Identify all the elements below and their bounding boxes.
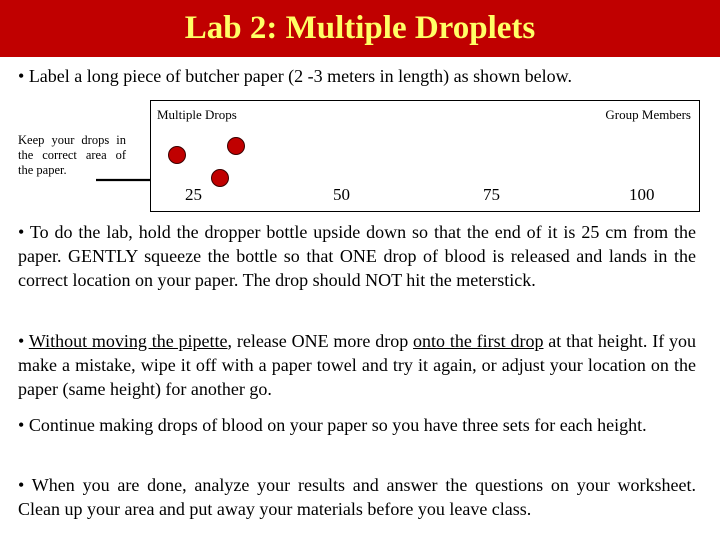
instruction-5	[18, 473, 696, 521]
instruction-1	[18, 66, 572, 87]
instruction-3-emphasis-2: onto the first drop	[413, 331, 544, 351]
instruction-2	[18, 220, 696, 292]
instruction-4-text: Continue making drops of blood on your paper so you have three sets for each height.	[28, 415, 647, 435]
mark-50: 50	[333, 185, 350, 204]
instruction-3-text-1: , release ONE more drop	[227, 331, 414, 351]
bullet-marker: •	[18, 331, 25, 351]
bullet-marker: •	[18, 222, 25, 242]
instruction-3-emphasis-1: Without moving the pipette	[28, 331, 228, 351]
group-members-label: Group Members	[605, 107, 691, 122]
instruction-2-text: To do the lab, hold the dropper bottle upside down so that the end of it is 25 cm from the paper. GENTLY squeeze the bottle so that ONE drop of blood is released and lands in the correct location on your paper. The drop should NOT hit the meterstick.	[18, 222, 696, 290]
instruction-1-text: Label a long piece of butcher paper (2 -3 meters in length) as shown below.	[28, 66, 572, 86]
blood-drop-1	[168, 146, 186, 164]
mark-100: 100	[629, 185, 655, 204]
page-title: Lab 2: Multiple Droplets	[184, 10, 536, 46]
mark-25: 25	[185, 185, 202, 204]
instruction-3-text-2: at that height. If you make a mistake, wipe it off with a paper towel and try it again, or adjust your location on the paper (same height) for another go.	[18, 331, 697, 399]
instruction-4	[18, 413, 696, 437]
mark-75: 75	[483, 185, 500, 204]
blood-drop-2	[227, 137, 245, 155]
bullet-marker: •	[18, 415, 25, 435]
instruction-5-text: When you are done, analyze your results and answer the questions on your worksheet. Clean up your area and put away your materials before you leave class.	[18, 475, 696, 519]
instruction-3	[18, 329, 696, 401]
butcher-paper-diagram	[150, 100, 700, 212]
bullet-marker: •	[18, 66, 25, 86]
blood-drop-3	[211, 169, 229, 187]
title-bar	[0, 0, 720, 57]
bullet-marker: •	[18, 475, 25, 495]
side-note: Keep your drops in the correct area of the paper.	[18, 133, 126, 177]
multiple-drops-label: Multiple Drops	[157, 107, 237, 122]
